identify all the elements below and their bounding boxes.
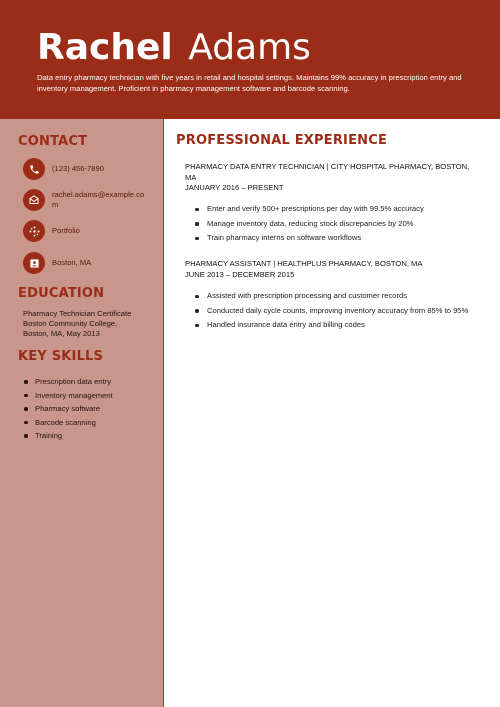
education-line: Pharmacy Technician Certificate	[23, 309, 132, 318]
job-dates: JUNE 2013 – DECEMBER 2015	[185, 269, 295, 279]
header-banner	[0, 0, 500, 119]
portfolio-icon	[23, 220, 45, 242]
list-item: Handled insurance data entry and billing codes	[194, 320, 469, 330]
location-text: Boston, MA	[52, 258, 92, 267]
education-entry	[23, 309, 158, 339]
list-item: Barcode scanning	[22, 416, 157, 430]
job-title: PHARMACY ASSISTANT | HEALTHPLUS PHARMACY, BOSTON, MA	[185, 259, 423, 268]
education-line: Boston Community College,	[23, 319, 118, 328]
job-header	[185, 162, 475, 194]
candidate-name	[37, 28, 311, 68]
job-dates: JANUARY 2016 – PRESENT	[185, 183, 284, 192]
first-name: Rachel	[37, 27, 173, 68]
job-title: PHARMACY DATA ENTRY TECHNICIAN | CITY HOSPITAL PHARMACY, BOSTON, MA	[185, 162, 470, 182]
location-icon	[23, 252, 45, 274]
list-item: Pharmacy software	[22, 402, 157, 416]
experience-heading: PROFESSIONAL EXPERIENCE	[176, 133, 388, 148]
list-item: Assisted with prescription processing and customer records	[194, 291, 469, 301]
email-link[interactable]: rachel.adams@example.com	[52, 190, 145, 209]
skills-heading: KEY SKILLS	[18, 349, 104, 364]
portfolio-link[interactable]: Portfolio	[52, 226, 80, 235]
profile-summary: Data entry pharmacy technician with five years in retail and hospital settings. Maintains 99% accuracy in prescription entry and inventory management. Proficient in pharmacy management software and barcode scanning.	[37, 73, 462, 93]
list-item: Manage inventory data, reducing stock discrepancies by 20%	[194, 219, 469, 229]
skills-list	[22, 375, 157, 443]
list-item: Train pharmacy interns on software workflows	[194, 233, 469, 243]
list-item: Conducted daily cycle counts, improving inventory accuracy from 85% to 95%	[194, 306, 469, 316]
email-icon	[23, 189, 45, 211]
list-item: Enter and verify 500+ prescriptions per day with 99.5% accuracy	[194, 204, 469, 214]
list-item: Training	[22, 429, 157, 443]
job-bullets	[194, 204, 469, 248]
job-bullets	[194, 291, 469, 335]
list-item: Prescription data entry	[22, 375, 157, 389]
last-name: Adams	[188, 27, 311, 68]
job-header	[185, 259, 475, 280]
phone-icon	[23, 158, 45, 180]
phone-text: (123) 456-7890	[52, 164, 104, 173]
list-item: Inventory management	[22, 389, 157, 403]
education-heading: EDUCATION	[18, 286, 105, 301]
education-line: Boston, MA, May 2013	[23, 329, 100, 338]
sidebar	[0, 119, 164, 707]
contact-heading: CONTACT	[18, 134, 88, 149]
